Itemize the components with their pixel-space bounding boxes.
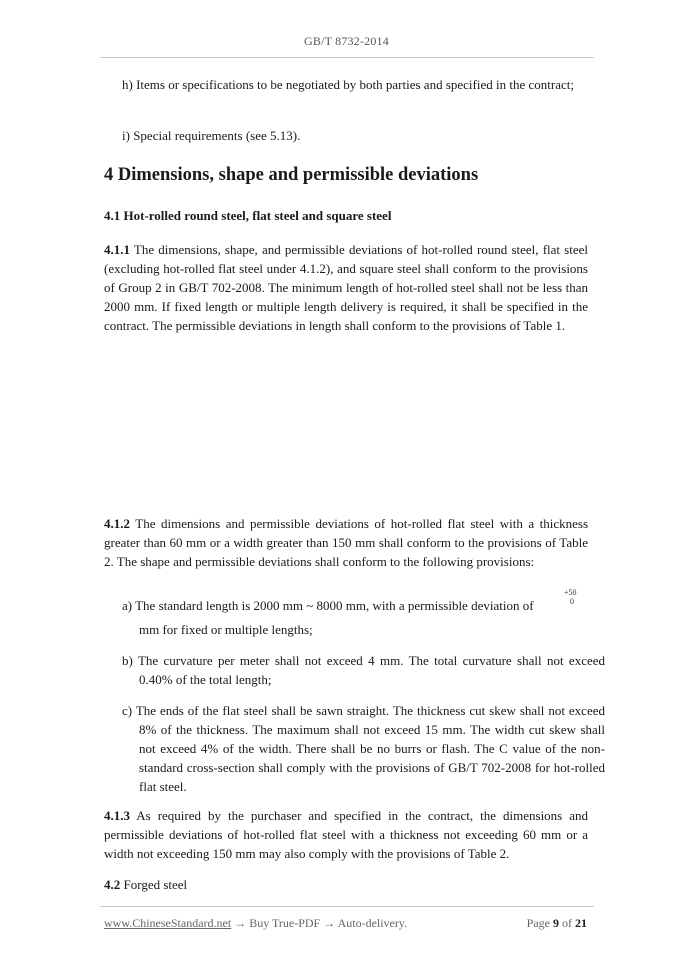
section-4-heading: 4 Dimensions, shape and permissible deviations (104, 165, 479, 185)
footer-left (104, 916, 407, 931)
section-4-2-heading (104, 875, 588, 894)
footer-tagline: → Buy True-PDF → Auto-delivery. (231, 916, 408, 930)
footer-divider (100, 906, 594, 907)
page-header-title: GB/T 8732-2014 (304, 34, 389, 48)
clause-4-1-1 (104, 240, 588, 335)
tolerance-fraction (564, 588, 577, 606)
clause-4-1-2 (104, 514, 588, 571)
clause-text: As required by the purchaser and specified in the contract, the dimensions and permissible deviations of hot-rolled flat steel with a thickness not exceeding 60 mm or a width not exceeding 150 mm may also comply with the provisions of Table 2. (104, 808, 588, 861)
site-link[interactable]: www.ChineseStandard.net (104, 916, 232, 930)
list-item-a: a) The standard length is 2000 mm ~ 8000 mm, with a permissible deviation of (122, 598, 534, 613)
list-item-c: c) The ends of the flat steel shall be sawn straight. The thickness cut skew shall not exceed 8% of the thickness. The maximum shall not exceed 15 mm. The width cut skew shall not exceed 4% of the width. There shall be no burrs or flash. The C value of the non-standard cross-section shall comply with the provisions of GB/T 702-2008 for hot-rolled flat steel. (122, 703, 605, 794)
clause-number: 4.1.1 (104, 242, 130, 257)
list-item-b: b) The curvature per meter shall not exceed 4 mm. The total curvature shall not exceed 0.40% of the total length; (122, 653, 605, 687)
header-divider (100, 57, 594, 58)
clause-4-1-3 (104, 806, 588, 863)
list-item-h: h) Items or specifications to be negotiated by both parties and specified in the contract; (122, 77, 574, 92)
section-4-1-heading: 4.1 Hot-rolled round steel, flat steel and square steel (104, 208, 392, 223)
clause-number: 4.1.2 (104, 516, 130, 531)
total-pages: 21 (575, 916, 587, 930)
list-item-a-continued: mm for fixed or multiple lengths; (139, 622, 313, 637)
clause-text: The dimensions, shape, and permissible deviations of hot-rolled round steel, flat steel (excluding hot-rolled flat steel under 4.1.2), and square steel shall conform to the provisions of Group 2 in GB/T 702-2008. The minimum length of hot-rolled steel shall not be less than 2000 mm. If fixed length or multiple length delivery is required, it shall be specified in the contract. The permissible deviations in length shall conform to the provisions of Table 1. (104, 242, 588, 333)
of-label: of (559, 916, 575, 930)
tolerance-lower: 0 (570, 597, 574, 606)
current-page: 9 (553, 916, 559, 930)
clause-text: The dimensions and permissible deviations of hot-rolled flat steel with a thickness greater than 60 mm or a width greater than 150 mm shall conform to the provisions of Table 2. The shape and permissible deviations shall conform to the following provisions: (104, 516, 588, 569)
page-label: Page (526, 916, 553, 930)
tolerance-upper: +50 (564, 588, 577, 597)
clause-number: 4.2 (104, 877, 121, 892)
page-number (527, 916, 587, 931)
clause-text: Forged steel (120, 877, 188, 892)
list-item-i: i) Special requirements (see 5.13). (122, 128, 301, 143)
clause-number: 4.1.3 (104, 808, 130, 823)
